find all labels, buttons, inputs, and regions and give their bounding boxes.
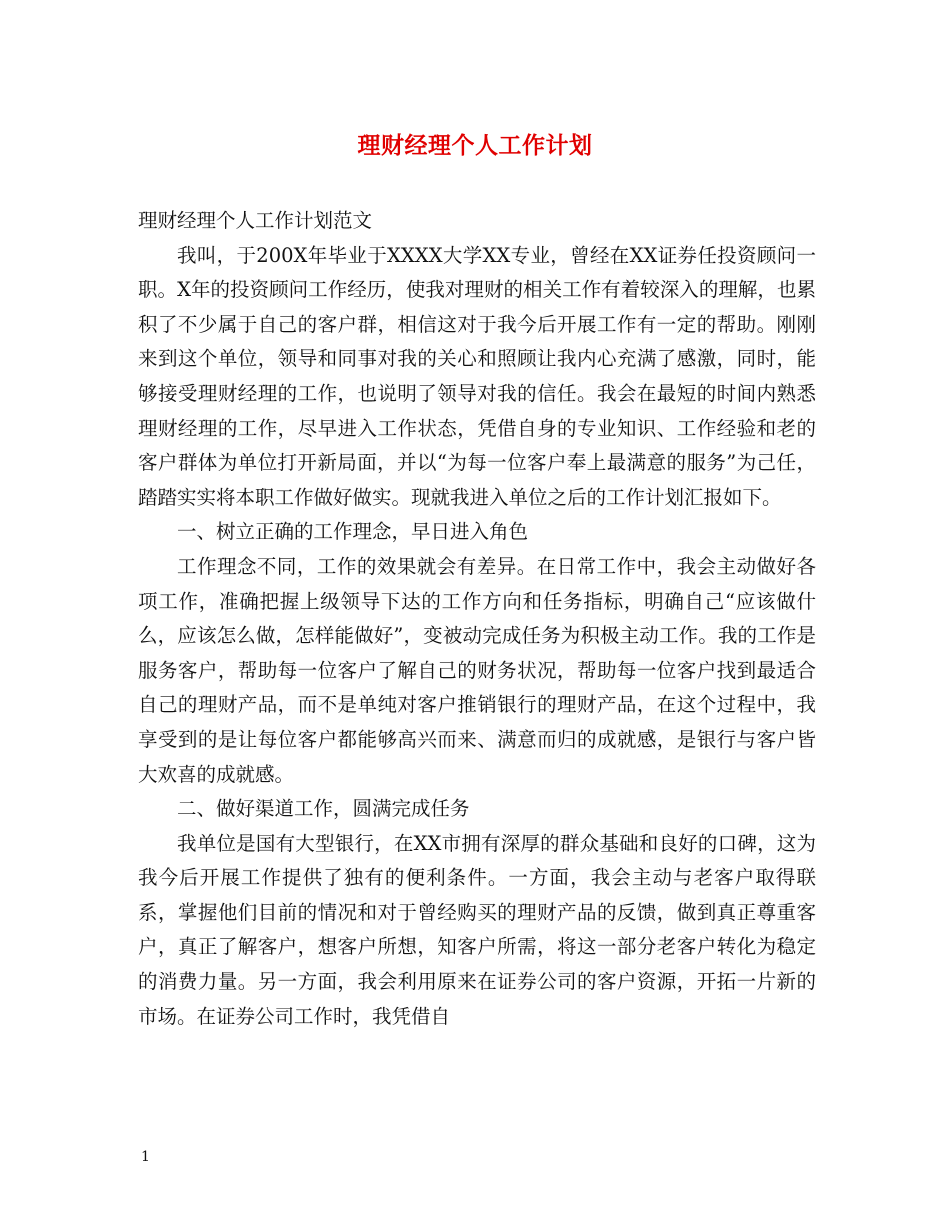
- paragraph-section-1: 工作理念不同，工作的效果就会有差异。在日常工作中，我会主动做好各项工作，准确把握上级领导下达的工作方向和任务指标，明确自己“应该做什么，应该怎么做，怎样能做好”，变被动完成任务为积极主动工作。我的工作是服务客户，帮助每一位客户了解自己的财务状况，帮助每一位客户找到最适合自己的理财产品，而不是单纯对客户推销银行的理财产品，在这个过程中，我享受到的是让每位客户都能够高兴而来、满意而归的成就感，是银行与客户皆大欢喜的成就感。: [138, 554, 816, 786]
- paragraph-intro: 我叫，于200X年毕业于XXXX大学XX专业，曾经在XX证券任投资顾问一职。X年的投资顾问工作经历，使我对理财的相关工作有着较深入的理解，也累积了不少属于自己的客户群，相信这对于我今后开展工作有一定的帮助。刚刚来到这个单位，领导和同事对我的关心和照顾让我内心充满了感激，同时，能够接受理财经理的工作，也说明了领导对我的信任。我会在最短的时间内熟悉理财经理的工作，尽早进入工作状态，凭借自身的专业知识、工作经验和老的客户群体为单位打开新局面，并以“为每一位客户奉上最满意的服务”为己任，踏踏实实将本职工作做好做实。现就我进入单位之后的工作计划汇报如下。: [138, 243, 816, 509]
- document-subtitle: 理财经理个人工作计划范文: [138, 209, 373, 232]
- document-body: [138, 204, 816, 1034]
- section-heading-2: 二、做好渠道工作，圆满完成任务: [177, 797, 470, 821]
- page-number: 1: [141, 1149, 150, 1165]
- paragraph-section-2: 我单位是国有大型银行，在XX市拥有深厚的群众基础和良好的口碑，这为我今后开展工作提供了独有的便利条件。一方面，我会主动与老客户取得联系，掌握他们目前的情况和对于曾经购买的理财产品的反馈，做到真正尊重客户，真正了解客户，想客户所想，知客户所需，将这一部分老客户转化为稳定的消费力量。另一方面，我会利用原来在证券公司的客户资源，开拓一片新的市场。在证券公司工作时，我凭借自: [138, 831, 816, 1028]
- document-title: 理财经理个人工作计划: [357, 132, 593, 159]
- section-heading-1: 一、树立正确的工作理念，早日进入角色: [177, 520, 529, 544]
